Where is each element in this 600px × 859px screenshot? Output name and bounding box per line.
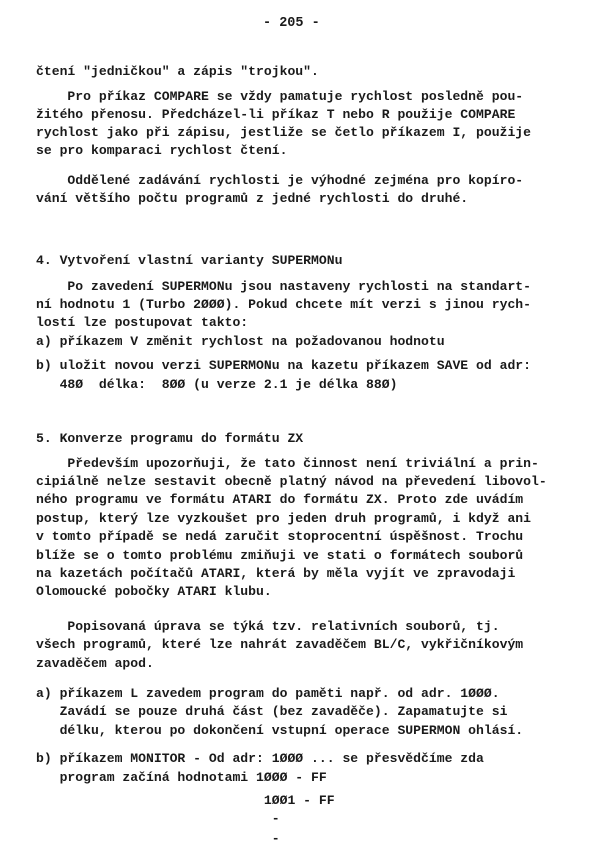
text-line: všech programů, které lze nahrát zavaděčem BL/C, vykřičníkovým <box>36 637 524 652</box>
text-line: v tomto případě se nedá zaručit stoprocentní úspěšnost. Trochu <box>36 529 524 544</box>
text-line: cipiálně nelze sestavit obecně platný návod na převedení libovol- <box>36 474 547 489</box>
text-line: - <box>36 831 280 846</box>
text-line: 1ØØ1 - FF <box>36 793 335 808</box>
text-line: Především upozorňuji, že tato činnost není triviální a prin- <box>36 456 539 471</box>
text-line: Pro příkaz COMPARE se vždy pamatuje rychlost posledně pou- <box>36 89 524 104</box>
section-heading: 5. Konverze programu do formátu ZX <box>36 431 304 446</box>
text-line: Zavádí se pouze druhá část (bez zavaděče). Zapamatujte si <box>36 704 508 719</box>
text-line: Oddělené zadávání rychlosti je výhodné zejména pro kopíro- <box>36 173 524 188</box>
section-heading: 4. Vytvoření vlastní varianty SUPERMONu <box>36 253 343 268</box>
text-line: čtení "jedničkou" a zápis "trojkou". <box>36 64 319 79</box>
page-number: - 205 - <box>263 16 320 31</box>
text-line: postup, který lze vyzkoušet pro jeden druh programů, i když ani <box>36 511 532 526</box>
text-line: žitého přenosu. Předcházel-li příkaz T nebo R použije COMPARE <box>36 107 516 122</box>
text-line: Popisovaná úprava se týká tzv. relativních souborů, tj. <box>36 619 500 634</box>
text-line: délku, kterou po dokončení vstupní operace SUPERMON ohlásí. <box>36 723 524 738</box>
text-line: b) příkazem MONITOR - Od adr: 1ØØØ ... se přesvědčíme zda <box>36 751 484 766</box>
text-line: ného programu ve formátu ATARI do formátu ZX. Proto zde uvádím <box>36 492 524 507</box>
text-line: Po zavedení SUPERMONu jsou nastaveny rychlosti na standart- <box>36 279 532 294</box>
text-line: a) příkazem L zavedem program do paměti např. od adr. 1ØØØ. <box>36 686 500 701</box>
text-line: 48Ø délka: 8ØØ (u verze 2.1 je délka 88Ø) <box>36 377 398 392</box>
text-line: se pro komparaci rychlost čtení. <box>36 143 288 158</box>
text-line: rychlost jako při zápisu, jestliže se četlo příkazem I, použije <box>36 125 532 140</box>
text-line: na kazetách počítačů ATARI, která by měla vyjít ve zpravodaji <box>36 566 516 581</box>
text-line: - <box>36 811 280 826</box>
text-line: ní hodnotu 1 (Turbo 2ØØØ). Pokud chcete mít verzi s jinou rych- <box>36 297 532 312</box>
text-line: vání většího počtu programů z jedné rychlosti do druhé. <box>36 191 469 206</box>
text-line: b) uložit novou verzi SUPERMONu na kazetu příkazem SAVE od adr: <box>36 358 532 373</box>
text-line: program začíná hodnotami 1ØØØ - FF <box>36 770 327 785</box>
text-line: Olomoucké pobočky ATARI klubu. <box>36 584 272 599</box>
text-line: blíže se o tomto problému zmiňuji ve stati o formátech souborů <box>36 548 524 563</box>
text-line: lostí lze postupovat takto: <box>36 315 249 330</box>
text-line: zavaděčem apod. <box>36 656 154 671</box>
text-line: a) příkazem V změnit rychlost na požadovanou hodnotu <box>36 334 445 349</box>
